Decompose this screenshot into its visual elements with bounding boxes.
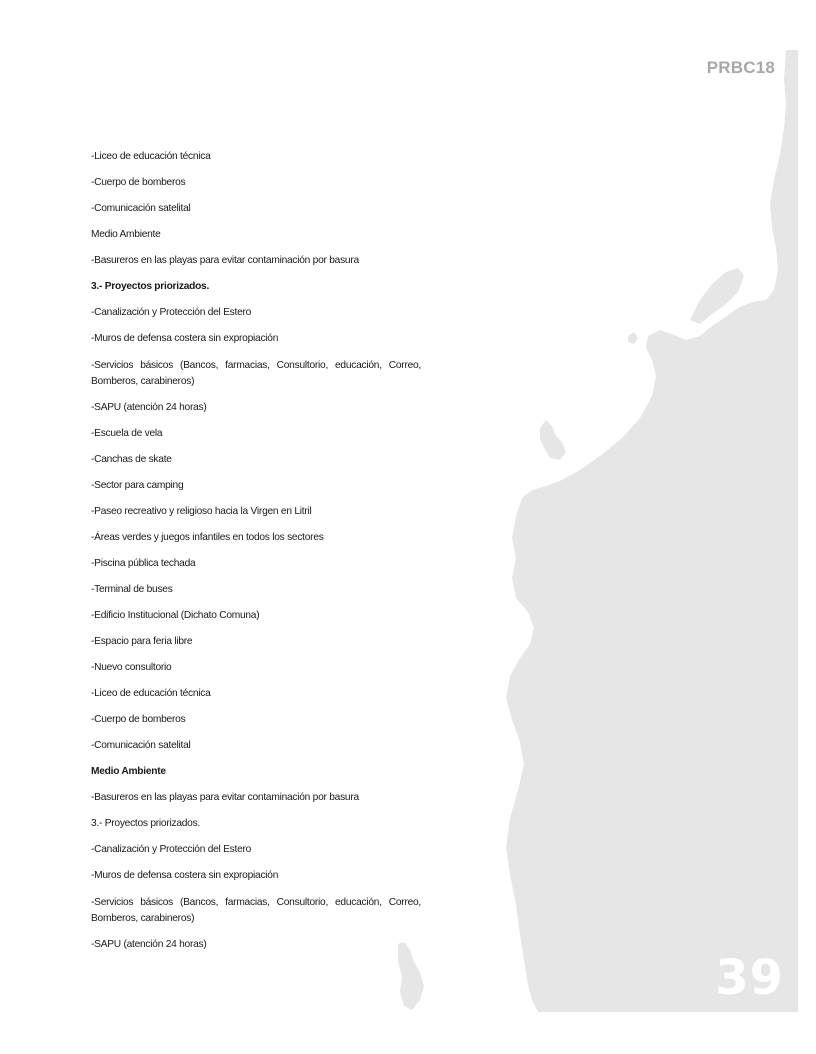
list-item: -Sector para camping [91, 480, 184, 491]
list-item: -Muros de defensa costera sin expropiación [91, 333, 279, 344]
list-item: -Comunicación satelital [91, 203, 191, 214]
document-code: PRBC18 [706, 58, 775, 77]
list-item: -Edificio Institucional (Dichato Comuna) [91, 610, 260, 621]
list-item: -Nuevo consultorio [91, 662, 172, 673]
list-item: -Servicios básicos (Bancos, farmacias, Consultorio, educación, Correo, Bomberos, carabineros) [91, 897, 421, 924]
list-item: 3.- Proyectos priorizados. [91, 818, 201, 829]
project-list [91, 150, 421, 964]
list-item: -Basureros en las playas para evitar contaminación por basura [91, 255, 359, 266]
list-item: -Cuerpo de bomberos [91, 714, 186, 725]
list-item: -Canchas de skate [91, 454, 172, 465]
list-item: -Áreas verdes y juegos infantiles en todos los sectores [91, 532, 324, 543]
list-item: -Muros de defensa costera sin expropiación [91, 870, 279, 881]
list-item: -Espacio para feria libre [91, 636, 193, 647]
list-item: -Liceo de educación técnica [91, 688, 211, 699]
list-item: -Cuerpo de bomberos [91, 177, 186, 188]
list-item: -Servicios básicos (Bancos, farmacias, Consultorio, educación, Correo, Bomberos, carabineros) [91, 360, 421, 387]
list-item: -Piscina pública techada [91, 558, 196, 569]
island-small [540, 420, 566, 460]
list-item: Medio Ambiente [91, 229, 161, 240]
mainland-land [506, 50, 798, 1012]
list-item: -SAPU (atención 24 horas) [91, 402, 207, 413]
page-number: 39 [715, 950, 784, 1006]
list-item: -Canalización y Protección del Estero [91, 307, 252, 318]
list-item: -Comunicación satelital [91, 740, 191, 751]
list-item: -SAPU (atención 24 horas) [91, 939, 207, 950]
section-heading: Medio Ambiente [91, 766, 166, 777]
list-item: -Basureros en las playas para evitar contaminación por basura [91, 792, 359, 803]
list-item: -Paseo recreativo y religioso hacia la Virgen en Litril [91, 506, 312, 517]
section-heading: 3.- Proyectos priorizados. [91, 281, 210, 292]
list-item: -Liceo de educación técnica [91, 151, 211, 162]
islet [628, 332, 638, 344]
list-item: -Terminal de buses [91, 584, 173, 595]
list-item: -Canalización y Protección del Estero [91, 844, 252, 855]
list-item: -Escuela de vela [91, 428, 163, 439]
